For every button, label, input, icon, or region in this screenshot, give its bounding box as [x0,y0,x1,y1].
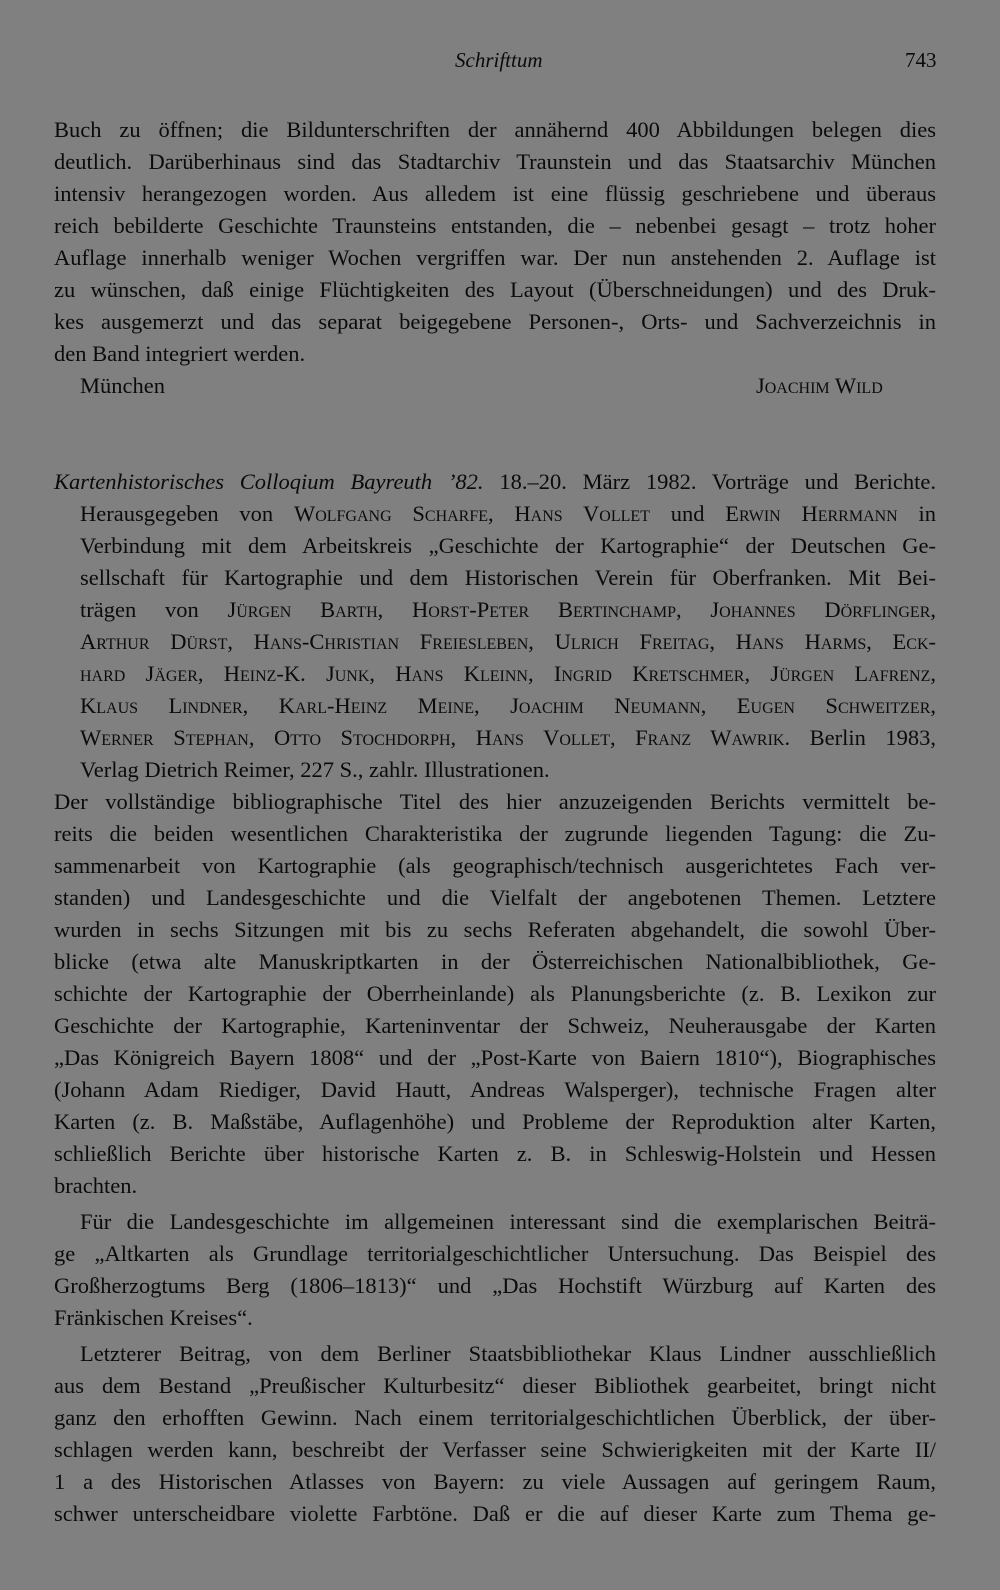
text-line: reits die beiden wesentlichen Charakteristika der zugrunde liegenden Tagung: die Zu- [54,821,936,846]
running-title: Schrifttum [455,48,543,72]
contributor-names: Klaus Lindner, Karl-Heinz Meine, Joachim Neumann, Eugen Schweitzer, [80,693,936,718]
text-line: sellschaft für Kartographie und dem Historischen Verein für Oberfranken. Mit Bei- [80,565,936,590]
editor-name: Wolfgang Scharfe [293,501,489,526]
text-line: reich bebilderte Geschichte Traunsteins entstanden, die – nebenbei gesagt – trotz hoher [54,213,936,238]
book-title: Kartenhistorisches Colloqium Bayreuth ’82. [54,469,484,494]
text-line: ganz den erhofften Gewinn. Nach einem territorialgeschichtlichen Überblick, der über- [54,1405,936,1430]
text-line: deutlich. Darüberhinaus sind das Stadtarchiv Traunstein und das Staatsarchiv München [54,149,936,174]
text-line: intensiv herangezogen worden. Aus alledem ist eine flüssig geschriebene und überaus [54,181,936,206]
contributors-line: Werner Stephan, Otto Stochdorph, Hans Vollet, Franz Wawrik. Berlin 1983, [80,725,936,750]
text-line: aus dem Bestand „Preußischer Kulturbesitz“ dieser Bibliothek gearbeitet, bringt nicht [54,1373,936,1398]
bibliographic-title-line: Kartenhistorisches Colloqium Bayreuth ’82. 18.–20. März 1982. Vorträge und Berichte. [54,469,936,494]
text-line: Letzterer Beitrag, von dem Berliner Staatsbibliothekar Klaus Lindner ausschließlich [80,1341,936,1366]
review-place: München [80,373,165,398]
text-line: schließlich Berichte über historische Karten z. B. in Schleswig-Holstein und Hessen [54,1141,936,1166]
page-number: 743 [905,48,937,72]
text-line: schichte der Kartographie der Oberrheinlande) als Planungsberichte (z. B. Lexikon zur [54,981,936,1006]
text-line: blicke (etwa alte Manuskriptkarten in der Österreichischen Nationalbibliothek, Ge- [54,949,936,974]
text-line: Verbindung mit dem Arbeitskreis „Geschichte der Kartographie“ der Deutschen Ge- [80,533,936,558]
text-line: Buch zu öffnen; die Bildunterschriften der annähernd 400 Abbildungen belegen dies [54,117,936,142]
text-line: Für die Landesgeschichte im allgemeinen interessant sind die exemplarischen Beiträ- [80,1209,936,1234]
running-header [0,48,1000,78]
text-line: wurden in sechs Sitzungen mit bis zu sechs Referaten abgehandelt, die sowohl Über- [54,917,936,942]
text-line: schwer unterscheidbare violette Farbtöne. Daß er die auf dieser Karte zum Thema ge- [54,1501,936,1526]
text-line: brachten. [54,1173,138,1198]
text-line: standen) und Landesgeschichte und die Vielfalt der angebotenen Themen. Letztere [54,885,936,910]
text-line: zu wünschen, daß einige Flüchtigkeiten des Layout (Überschneidungen) und des Druk- [54,277,936,302]
contributor-names: Werner Stephan, Otto Stochdorph, Hans Vollet, Franz Wawrik. [80,725,791,750]
text-line: (Johann Adam Riediger, David Hautt, Andreas Walsperger), technische Fragen alter [54,1077,936,1102]
contributors-line: trägen von Jürgen Barth, Horst-Peter Bertinchamp, Johannes Dörflinger, [80,597,936,622]
text-line: „Das Königreich Bayern 1808“ und der „Post-Karte von Baiern 1810“), Biographisches [54,1045,936,1070]
text-line: Karten (z. B. Maßstäbe, Auflagenhöhe) und Probleme der Reproduktion alter Karten, [54,1109,936,1134]
text-line: Fränkischen Kreises“. [54,1305,253,1330]
editors-line: Herausgegeben von Wolfgang Scharfe, Hans Vollet und Erwin Herrmann in [80,501,936,526]
text-line: ge „Altkarten als Grundlage territorialgeschichtlicher Untersuchung. Das Beispiel des [54,1241,936,1266]
editor-name: Erwin Herrmann [725,501,898,526]
text-line: Auflage innerhalb weniger Wochen vergriffen war. Der nun anstehenden 2. Auflage ist [54,245,936,270]
text-line: schlagen werden kann, beschreibt der Verfasser seine Schwierigkeiten mit der Karte II/ [54,1437,936,1462]
text-line: kes ausgemerzt und das separat beigegebene Personen-, Orts- und Sachverzeichnis in [54,309,936,334]
text-line: 1 a des Historischen Atlasses von Bayern: zu viele Aussagen auf geringem Raum, [54,1469,936,1494]
review-author: Joachim Wild [756,373,883,398]
text-line: Geschichte der Kartographie, Karteninventar der Schweiz, Neuherausgabe der Karten [54,1013,936,1038]
text-line: Der vollständige bibliographische Titel des hier anzuzeigenden Berichts vermittelt be- [54,789,936,814]
text-line: sammenarbeit von Kartographie (als geographisch/technisch ausgerichtetes Fach ver- [54,853,936,878]
text-line: Großherzogtums Berg (1806–1813)“ und „Das Hochstift Würzburg auf Karten des [54,1273,936,1298]
contributor-names: Arthur Dürst, Hans-Christian Freiesleben, Ulrich Freitag, Hans Harms, Eck- [80,629,936,654]
text-line: den Band integriert werden. [54,341,306,366]
publisher-line: Verlag Dietrich Reimer, 227 S., zahlr. Illustrationen. [80,757,550,782]
contributor-names: Jürgen Barth, Horst-Peter Bertinchamp, Johannes Dörflinger, [227,597,936,622]
contributor-names: hard Jäger, Heinz-K. Junk, Hans Kleinn, Ingrid Kretschmer, Jürgen Lafrenz, [80,661,936,686]
editor-name: Hans Vollet [514,501,650,526]
